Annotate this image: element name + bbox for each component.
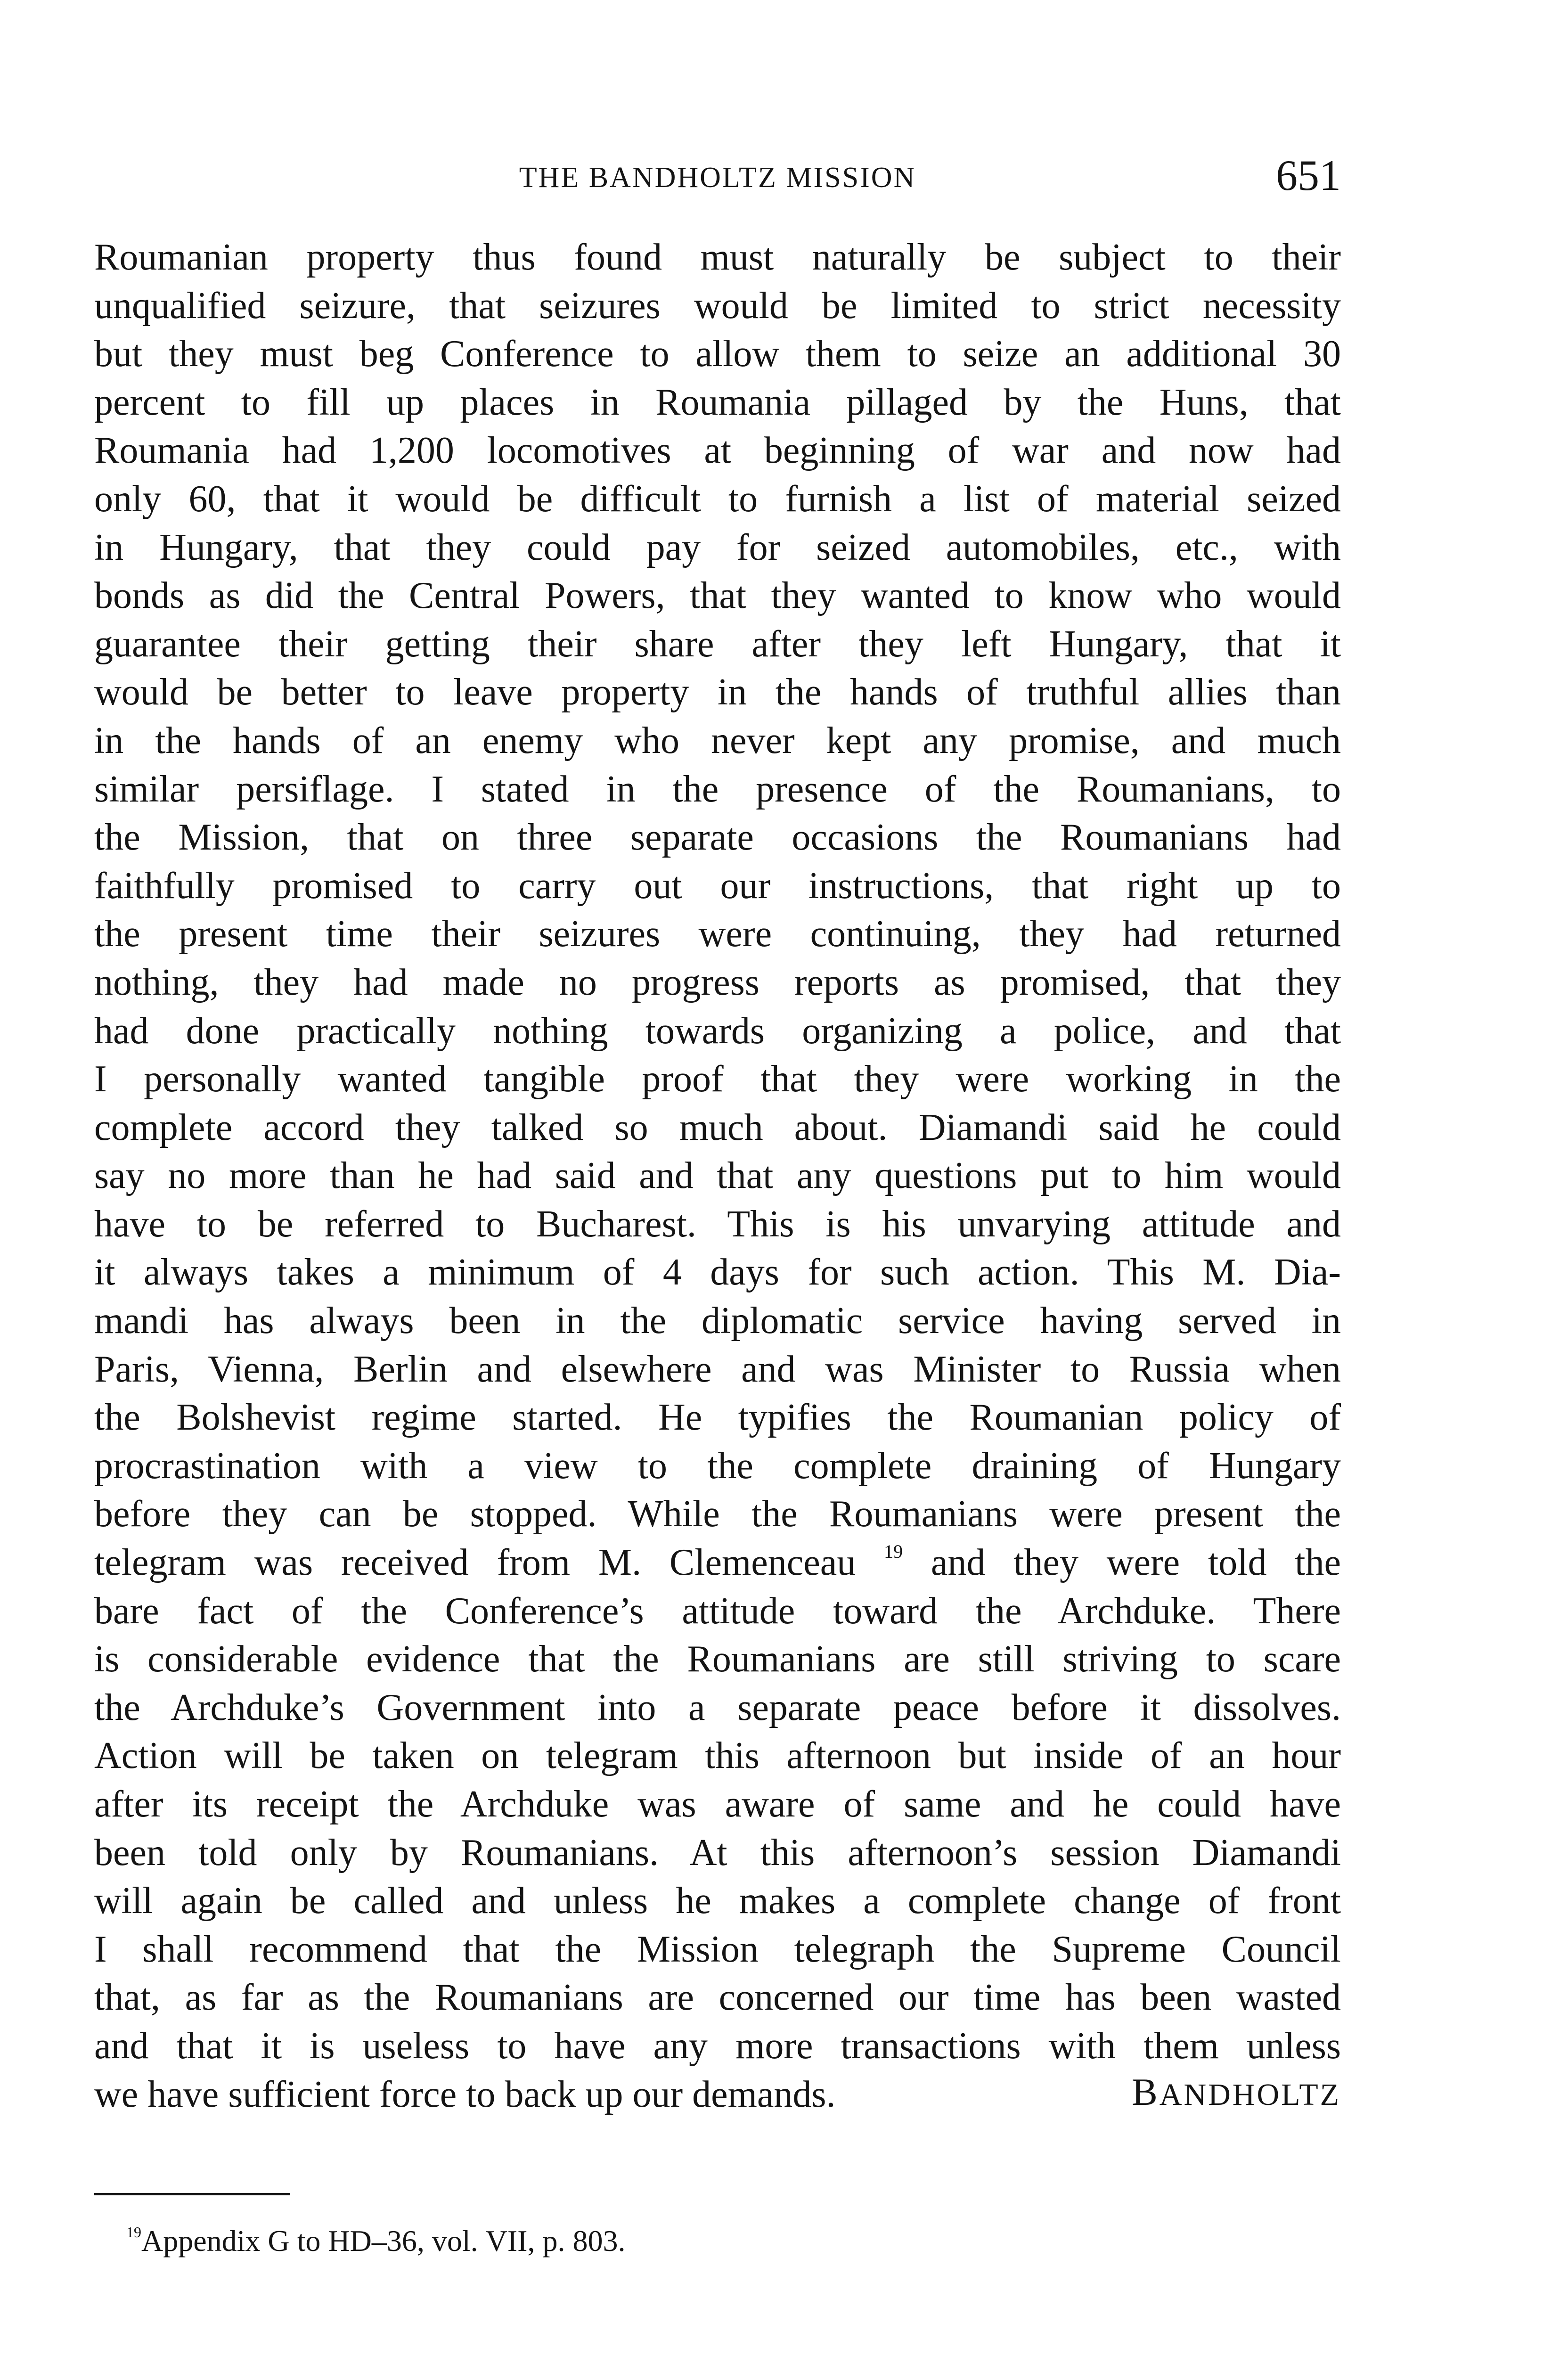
- text-line: will again be called and unless he makes a complete change of front: [94, 1880, 1341, 1922]
- running-head: THE BANDHOLTZ MISSION: [519, 162, 916, 194]
- text-line: percent to fill up places in Roumania pillaged by the Huns, that: [94, 381, 1341, 423]
- text-line: is considerable evidence that the Roumanians are still striving to scare: [94, 1638, 1341, 1680]
- text-line: would be better to leave property in the hands of truthful allies than: [94, 671, 1341, 713]
- text-line: before they can be stopped. While the Roumanians were present the: [94, 1493, 1341, 1535]
- text-line: the Archduke’s Government into a separate peace before it dissolves.: [94, 1686, 1341, 1728]
- text-line: had done practically nothing towards organizing a police, and that: [94, 1010, 1341, 1052]
- text-line: and that it is useless to have any more transactions with them unless: [94, 2025, 1341, 2067]
- body-paragraph: [94, 233, 1341, 2119]
- text-line: Roumania had 1,200 locomotives at beginning of war and now had: [94, 430, 1341, 472]
- text-line: bonds as did the Central Powers, that they wanted to know who would: [94, 575, 1341, 617]
- text-line: say no more than he had said and that any questions put to him would: [94, 1155, 1341, 1197]
- text-line: we have sufficient force to back up our demands.: [94, 2073, 836, 2115]
- footnote-reference: 19: [884, 1541, 903, 1562]
- text-line: only 60, that it would be difficult to furnish a list of material seized: [94, 478, 1341, 520]
- footnote-text-before: Appendix G to HD–36, vol.: [141, 2224, 486, 2258]
- text-line: Roumanian property thus found must naturally be subject to their: [94, 237, 1341, 278]
- text-line: procrastination with a view to the complete draining of Hungary: [94, 1445, 1341, 1487]
- footnote-marker: 19: [126, 2224, 141, 2241]
- text-line: faithfully promised to carry out our instructions, that right up to: [94, 865, 1341, 907]
- text-line: but they must beg Conference to allow them to seize an additional 30: [94, 333, 1341, 375]
- text-line: I personally wanted tangible proof that they were working in the: [94, 1058, 1341, 1100]
- page-header: [94, 152, 1341, 204]
- text-line: [94, 1538, 1341, 1587]
- text-line: the present time their seizures were continuing, they had returned: [94, 913, 1341, 955]
- signature: [1132, 2071, 1341, 2116]
- text-line: Paris, Vienna, Berlin and elsewhere and was Minister to Russia when: [94, 1348, 1341, 1390]
- text-line: after its receipt the Archduke was aware of same and he could have: [94, 1783, 1341, 1825]
- text-line: the Mission, that on three separate occasions the Roumanians had: [94, 817, 1341, 859]
- text-segment: and they were told the: [903, 1542, 1341, 1584]
- text-line: I shall recommend that the Mission telegraph the Supreme Council: [94, 1928, 1341, 1970]
- footnote-rule: [94, 2193, 290, 2195]
- text-line: it always takes a minimum of 4 days for such action. This M. Dia-: [94, 1252, 1341, 1293]
- text-line: nothing, they had made no progress reports as promised, that they: [94, 961, 1341, 1003]
- signature-rest: ANDHOLTZ: [1159, 2078, 1341, 2112]
- text-line: in the hands of an enemy who never kept any promise, and much: [94, 720, 1341, 761]
- text-line: the Bolshevist regime started. He typifies the Roumanian policy of: [94, 1397, 1341, 1439]
- footnote: [126, 2222, 625, 2260]
- text-line: have to be referred to Bucharest. This is his unvarying attitude and: [94, 1203, 1341, 1245]
- text-line: Action will be taken on telegram this afternoon but inside of an hour: [94, 1735, 1341, 1777]
- text-line: bare fact of the Conference’s attitude toward the Archduke. There: [94, 1590, 1341, 1632]
- footnote-text-after: , p. 803.: [527, 2224, 626, 2258]
- text-line: unqualified seizure, that seizures would be limited to strict necessity: [94, 285, 1341, 327]
- text-line: been told only by Roumanians. At this afternoon’s session Diamandi: [94, 1832, 1341, 1873]
- text-segment: telegram was received from M. Clemenceau: [94, 1542, 884, 1584]
- text-line: in Hungary, that they could pay for seized automobiles, etc., with: [94, 526, 1341, 568]
- footnote-volume: VII: [485, 2224, 528, 2258]
- text-line: similar persiflage. I stated in the presence of the Roumanians, to: [94, 768, 1341, 810]
- text-line: that, as far as the Roumanians are concerned our time has been wasted: [94, 1977, 1341, 2019]
- text-line: mandi has always been in the diplomatic service having served in: [94, 1300, 1341, 1342]
- text-line: guarantee their getting their share after they left Hungary, that it: [94, 623, 1341, 665]
- page-number: 651: [1276, 151, 1341, 199]
- text-line: complete accord they talked so much about. Diamandi said he could: [94, 1106, 1341, 1148]
- signature-initial: B: [1132, 2070, 1160, 2113]
